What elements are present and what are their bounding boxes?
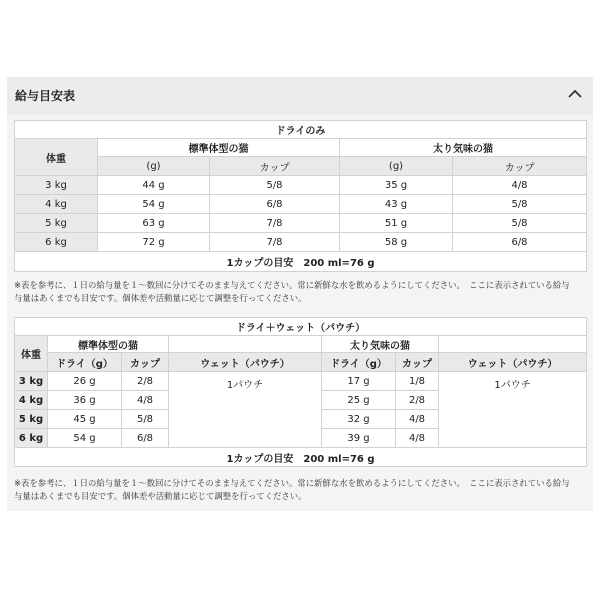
note-line: 与量はあくまでも目安です。個体差や活動量に応じて調整を行ってください。: [14, 293, 307, 303]
cup-cell: 2/8: [396, 391, 439, 410]
wet-subheader: ウェット（パウチ）: [439, 353, 587, 372]
gram-subheader: (g): [98, 157, 210, 176]
cup-cell: 5/8: [453, 214, 587, 233]
table-row: [15, 195, 587, 214]
cup-cell: 7/8: [210, 214, 340, 233]
note-line: 与量はあくまでも目安です。個体差や活動量に応じて調整を行ってください。: [14, 491, 307, 501]
cup-cell: 4/8: [396, 429, 439, 448]
gram-cell: 43 g: [340, 195, 453, 214]
dry-subheader: ドライ（g）: [322, 353, 396, 372]
empty-cell: [169, 336, 322, 353]
weight-cell: 6 kg: [15, 233, 98, 252]
note-text: [14, 279, 592, 305]
dry-wet-table: [14, 317, 587, 467]
table-caption: ドライのみ: [15, 121, 587, 139]
table-row: [15, 176, 587, 195]
gram-cell: 54 g: [48, 429, 122, 448]
dry-subheader: ドライ（g）: [48, 353, 122, 372]
note-line: ※表を参考に、１日の給与量を１～数回に分けてそのまま与えてください。常に新鮮な水を飲めるようにしてください。 ここに表示されている給与: [14, 280, 570, 290]
standard-cat-header: 標準体型の猫: [98, 139, 340, 157]
gram-cell: 45 g: [48, 410, 122, 429]
gram-cell: 54 g: [98, 195, 210, 214]
chevron-up-icon[interactable]: [566, 87, 584, 101]
cup-cell: 5/8: [210, 176, 340, 195]
overweight-cat-header: 太り気味の猫: [322, 336, 439, 353]
wet-subheader: ウェット（パウチ）: [169, 353, 322, 372]
gram-cell: 72 g: [98, 233, 210, 252]
cup-measure-footer: 1カップの目安 200 ml=76 g: [15, 252, 587, 272]
cup-subheader: カップ: [210, 157, 340, 176]
weight-cell: 6 kg: [15, 429, 48, 448]
table-caption: ドライ＋ウェット（パウチ）: [15, 318, 587, 336]
gram-cell: 25 g: [322, 391, 396, 410]
gram-cell: 26 g: [48, 372, 122, 391]
weight-cell: 5 kg: [15, 410, 48, 429]
cup-cell: 1/8: [396, 372, 439, 391]
cup-cell: 4/8: [122, 391, 169, 410]
cup-cell: 2/8: [122, 372, 169, 391]
cup-cell: 5/8: [453, 195, 587, 214]
weight-cell: 4 kg: [15, 195, 98, 214]
table-row: [15, 372, 587, 391]
note-line: ※表を参考に、１日の給与量を１～数回に分けてそのまま与えてください。常に新鮮な水を飲めるようにしてください。 ここに表示されている給与: [14, 478, 570, 488]
cup-measure-footer: 1カップの目安 200 ml=76 g: [15, 448, 587, 467]
weight-column-header: 体重: [15, 139, 98, 176]
cup-cell: 4/8: [396, 410, 439, 429]
dry-only-table: [14, 120, 587, 272]
cup-subheader: カップ: [396, 353, 439, 372]
wet-pouch-cell: 1パウチ: [169, 372, 322, 448]
weight-cell: 4 kg: [15, 391, 48, 410]
gram-cell: 44 g: [98, 176, 210, 195]
accordion-header[interactable]: [7, 77, 593, 115]
gram-cell: 58 g: [340, 233, 453, 252]
cup-cell: 4/8: [453, 176, 587, 195]
gram-cell: 17 g: [322, 372, 396, 391]
feeding-guide-panel: [7, 77, 593, 511]
standard-cat-header: 標準体型の猫: [48, 336, 169, 353]
cup-cell: 5/8: [122, 410, 169, 429]
cup-cell: 7/8: [210, 233, 340, 252]
wet-pouch-cell: 1パウチ: [439, 372, 587, 448]
weight-column-header: 体重: [15, 336, 48, 372]
cup-subheader: カップ: [453, 157, 587, 176]
gram-cell: 39 g: [322, 429, 396, 448]
table-row: [15, 214, 587, 233]
gram-cell: 63 g: [98, 214, 210, 233]
weight-cell: 5 kg: [15, 214, 98, 233]
gram-cell: 35 g: [340, 176, 453, 195]
cup-cell: 6/8: [210, 195, 340, 214]
table-row: [15, 233, 587, 252]
gram-cell: 36 g: [48, 391, 122, 410]
gram-cell: 51 g: [340, 214, 453, 233]
weight-cell: 3 kg: [15, 372, 48, 391]
cup-cell: 6/8: [453, 233, 587, 252]
empty-cell: [439, 336, 587, 353]
weight-cell: 3 kg: [15, 176, 98, 195]
note-text: [14, 477, 592, 503]
gram-subheader: (g): [340, 157, 453, 176]
cup-cell: 6/8: [122, 429, 169, 448]
section-title: 給与目安表: [15, 89, 76, 103]
gram-cell: 32 g: [322, 410, 396, 429]
cup-subheader: カップ: [122, 353, 169, 372]
overweight-cat-header: 太り気味の猫: [340, 139, 587, 157]
